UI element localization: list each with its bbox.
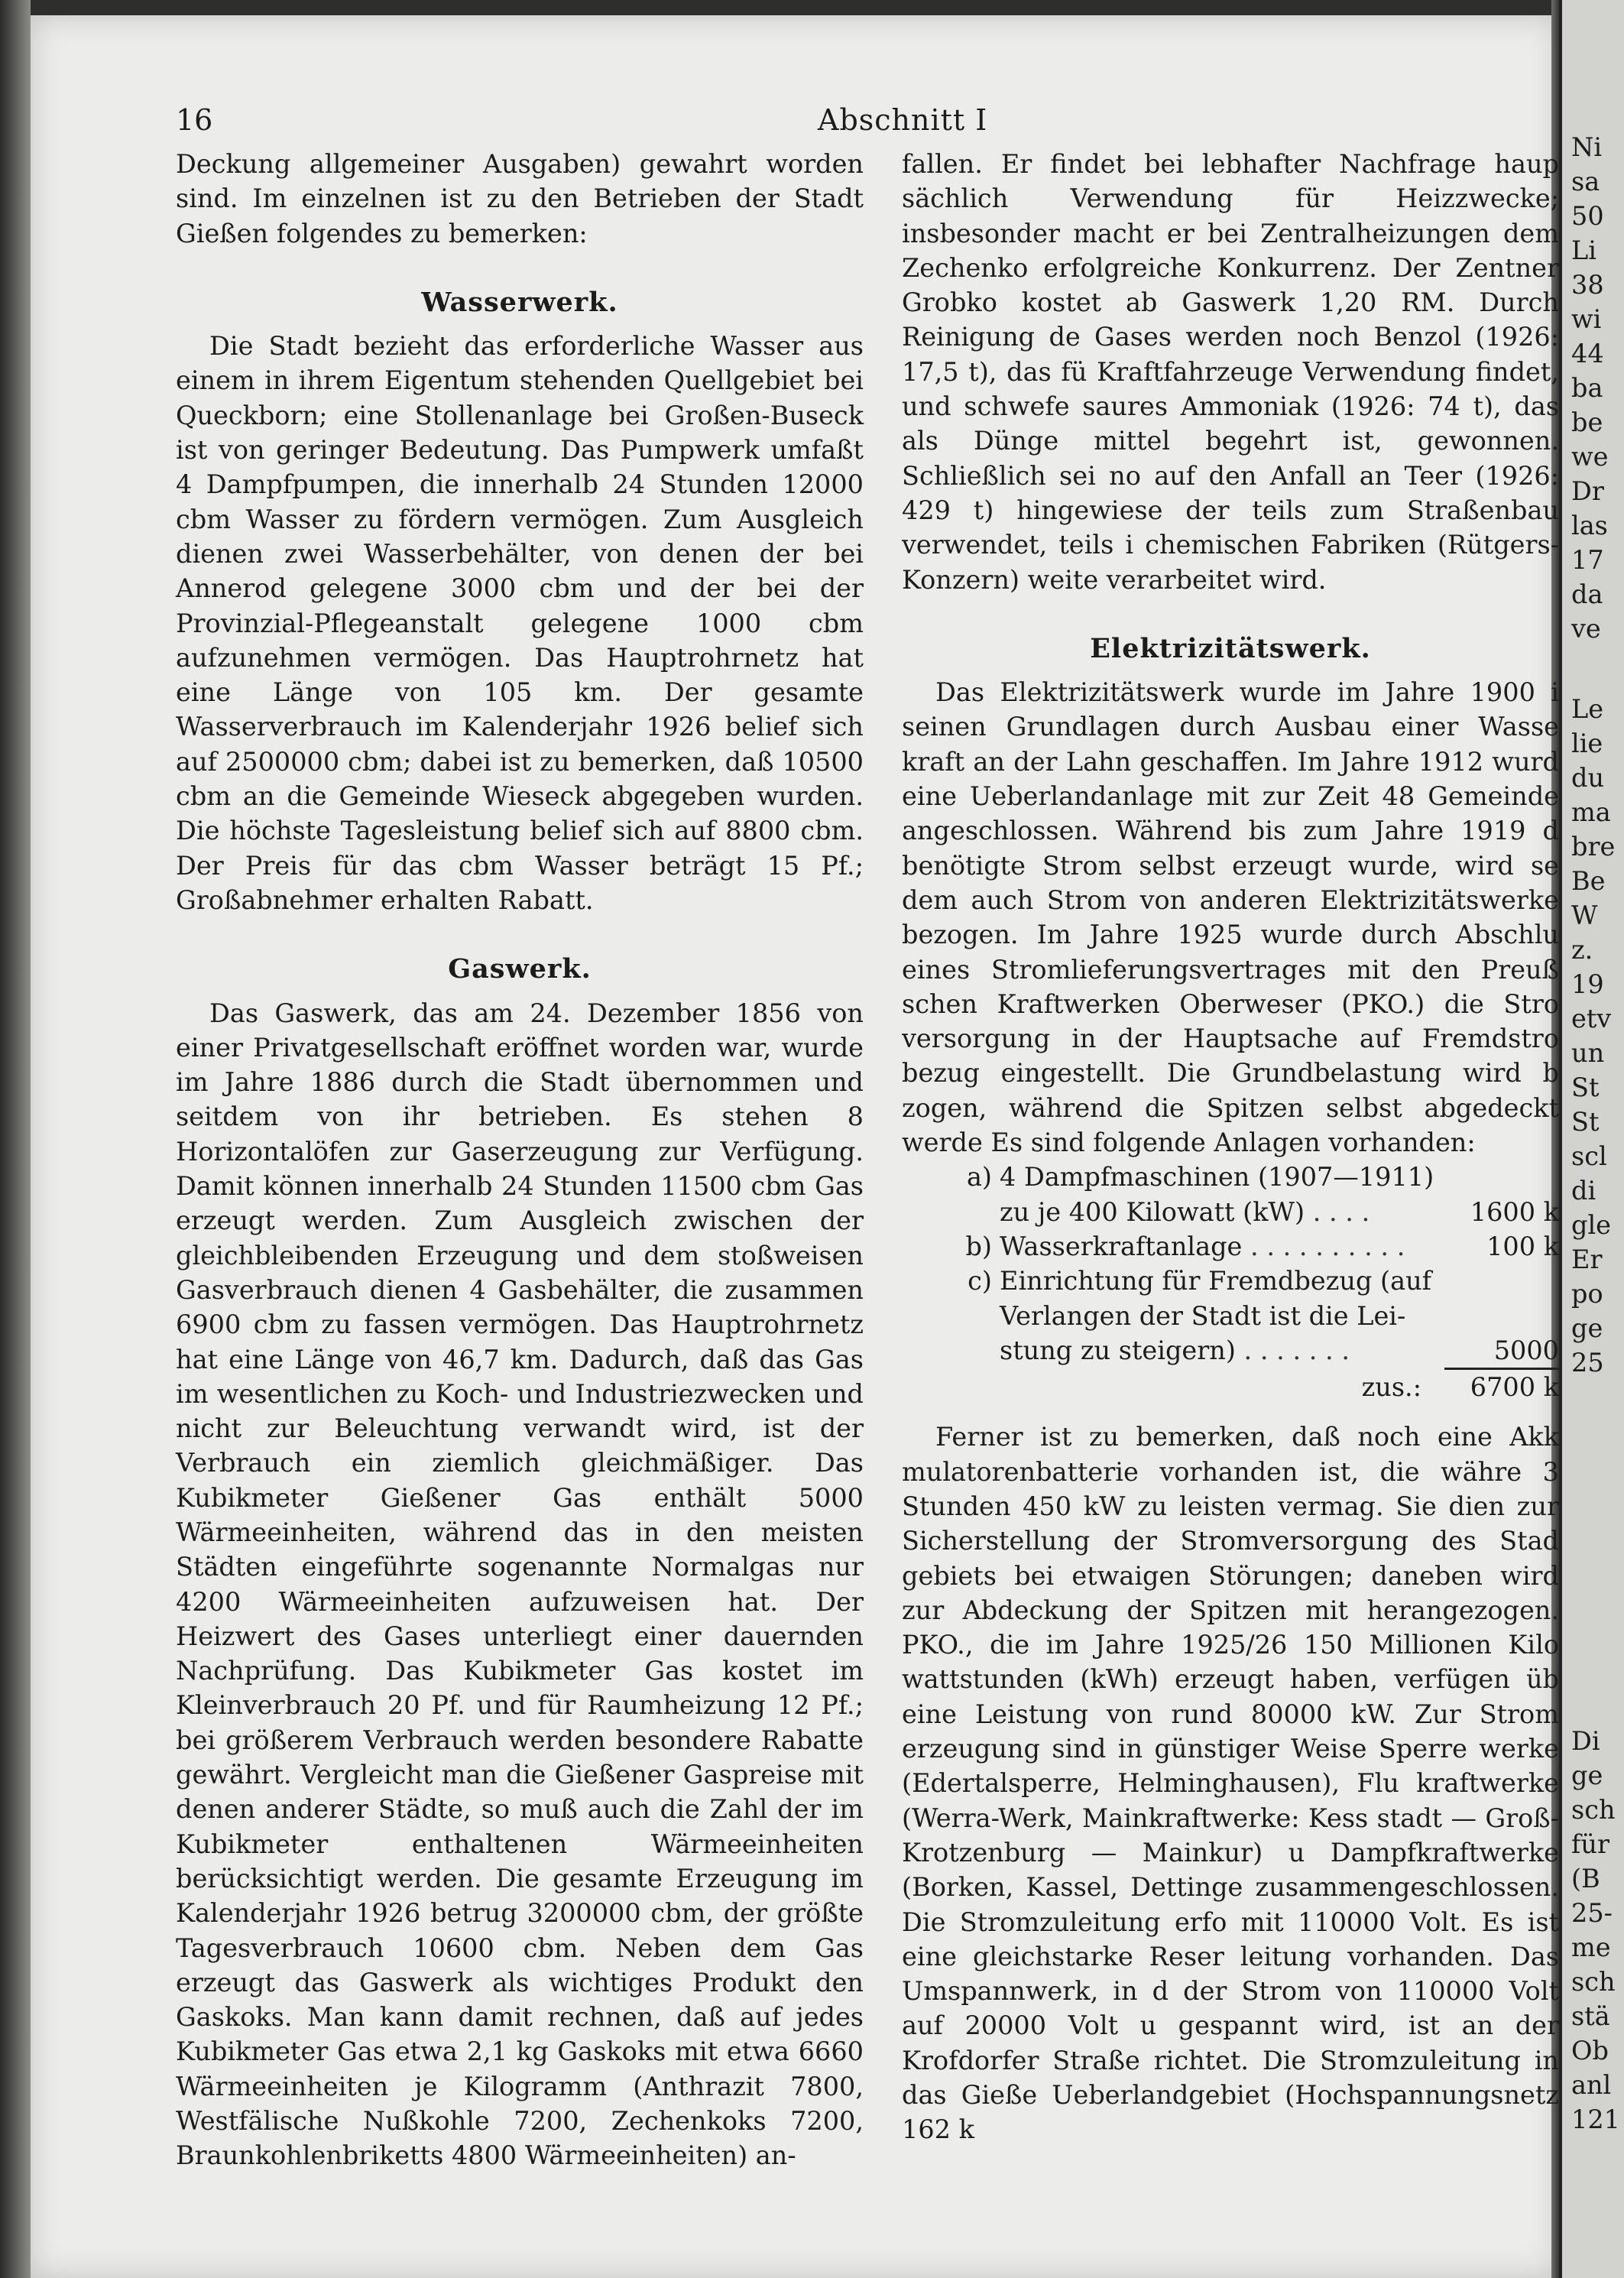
next-page-fragment: sa <box>1571 167 1600 196</box>
next-page-fragment: St <box>1571 1107 1600 1137</box>
facility-c: c) Einrichtung für Fremdbezug (auf <box>968 1266 1432 1296</box>
next-page-fragment: 50 <box>1571 201 1604 231</box>
running-title: Abschnitt I <box>818 103 988 137</box>
adjacent-page-edge <box>1559 0 1624 2278</box>
next-page-fragment: bre <box>1571 832 1616 862</box>
next-page-fragment: Er <box>1571 1244 1603 1274</box>
next-page-fragment: 44 <box>1571 339 1604 368</box>
next-page-fragment: etv <box>1571 1004 1612 1034</box>
page-number: 16 <box>176 103 213 137</box>
next-page-fragment: Ni <box>1571 132 1603 162</box>
next-page-fragment: ba <box>1571 373 1603 403</box>
next-page-fragment: ge <box>1571 1313 1603 1343</box>
section-title-water: Wasserwerk. <box>421 286 618 318</box>
next-page-fragment: di <box>1571 1176 1596 1206</box>
scan-top-edge <box>0 0 1624 17</box>
next-page-fragment: Dr <box>1571 476 1604 506</box>
next-page-fragment: Li <box>1571 235 1596 265</box>
total-value: 6700 k <box>1470 1372 1559 1403</box>
left-column <box>176 147 864 2173</box>
next-page-fragment: St <box>1571 1072 1600 1102</box>
facility-a-value: 1600 k <box>1470 1196 1559 1227</box>
next-page-fragment: 121 <box>1571 2104 1620 2134</box>
electricity-paragraph-2: Ferner ist zu bemerken, daß noch eine Akk mulatorenbatterie vorhanden ist, die währe 3 Stunden 450 kW zu leisten vermag. Sie dien zur Sicherstellung der Stromversorgung des Stad gebiets bei etwaigen Störungen; daneben wird zur Abdeckung der Spitzen mit herangezogen. PKO., die im Jahre 1925/26 150 Millionen Kilo wattstunden (kWh) erzeugt haben, verfügen üb eine Leistung von rund 80000 kW. Zur Strom erzeugung sind in günstiger Weise Sperre werke (Edertalsperre, Helminghausen), Flu kraftwerke (Werra-Werk, Mainkraftwerke: Kess stadt — Groß-Krotzenburg — Mainkur) u Dampfkraftwerke (Borken, Kassel, Dettinge zusammengeschlossen. Die Stromzuleitung erfo mit 110000 Volt. Es ist eine gleichstarke Reser leitung vorhanden. Das Umspannwerk, in d der Strom von 110000 Volt auf 20000 Volt u gespannt wird, ist an der Krofdorfer Straße richtet. Die Stromzuleitung in das Gieße Ueberlandgebiet (Hochspannungsnetz 162 k <box>902 1422 1559 2145</box>
next-page-fragment: z. <box>1571 935 1593 965</box>
facility-b-value: 100 k <box>1486 1231 1559 1261</box>
next-page-fragment: 17 <box>1571 545 1604 575</box>
facility-list: a) 4 Dampfmaschinen (1907—1911) zu je 400 Kilowatt (kW) . . . . 1600 k b) Wasserkraftanlage . . . . . . . . . . 100 k c) Einrichtung für Fremdbezug (auf Verlangen der Stadt ist die Lei- stung zu steigern) . . . . . . . 5000 zus.: 6700 k <box>902 1160 1559 1404</box>
intro-paragraph: Deckung allgemeiner Ausgaben) gewahrt worden sind. Im einzelnen ist zu den Betrieben der Stadt Gießen folgendes zu bemerken: <box>176 149 864 248</box>
next-page-fragment: da <box>1571 579 1603 609</box>
next-page-fragment: ge <box>1571 1760 1603 1790</box>
electricity-paragraph: Das Elektrizitätswerk wurde im Jahre 1900 i seinen Grundlagen durch Ausbau einer Wasse kraft an der Lahn geschaffen. Im Jahre 1912 wurd eine Ueberlandanlage mit zur Zeit 48 Gemeinde angeschlossen. Während bis zum Jahre 1919 d benötigte Strom selbst erzeugt wurde, wird se dem auch Strom von anderen Elektrizitätswerke bezogen. Im Jahre 1925 wurde durch Abschlu eines Stromlieferungsvertrages mit den Preuß schen Kraftwerken Oberweser (PKO.) die Stro versorgung in der Hauptsache auf Fremdstro bezug eingestellt. Die Grundbelastung wird b zogen, während die Spitzen selbst abgedeckt werde Es sind folgende Anlagen vorhanden: <box>902 677 1559 1158</box>
next-page-fragment: (B <box>1571 1864 1600 1893</box>
next-page-fragment: ve <box>1571 614 1601 644</box>
next-page-fragment: be <box>1571 407 1603 437</box>
right-column <box>902 147 1559 2257</box>
next-page-fragment: lie <box>1571 729 1603 758</box>
next-page-fragment: po <box>1571 1279 1603 1309</box>
next-page-fragment: ma <box>1571 797 1611 827</box>
section-title-electricity: Elektrizitätswerk. <box>1090 632 1371 664</box>
water-paragraph: Die Stadt bezieht das erforderliche Wasser aus einem in ihrem Eigentum stehenden Quellgebiet bei Queckborn; eine Stollenanlage bei Großen-Buseck ist von geringer Bedeutung. Das Pumpwerk umfaßt 4 Dampfpumpen, die innerhalb 24 Stunden 12000 cbm Wasser zu fördern vermögen. Zum Ausgleich dienen zwei Wasserbehälter, von denen der bei Annerod gelegene 3000 cbm und der bei der Provinzial-Pflegeanstalt gelegene 1000 cbm aufzunehmen vermögen. Das Hauptrohrnetz hat eine Länge von 105 km. Der gesamte Wasserverbrauch im Kalenderjahr 1926 belief sich auf 2500000 cbm; dabei ist zu bemerken, daß 10500 cbm an die Gemeinde Wieseck abgegeben wurden. Die höchste Tagesleistung belief sich auf 8800 cbm. Der Preis für das cbm Wasser beträgt 15 Pf.; Großabnehmer erhalten Rabatt. <box>176 331 864 915</box>
facility-total-row <box>902 1370 1559 1404</box>
next-page-fragment: Le <box>1571 694 1604 724</box>
gas-paragraph: Das Gaswerk, das am 24. Dezember 1856 von einer Privatgesellschaft eröffnet worden war, wurde im Jahre 1886 durch die Stadt übernommen und seitdem von ihr betrieben. Es stehen 8 Horizontalöfen zur Gaserzeugung zur Verfügung. Damit können innerhalb 24 Stunden 11500 cbm Gas erzeugt werden. Zum Ausgleich zwischen der gleichbleibenden Erzeugung und dem stoßweisen Gasverbrauch dienen 4 Gasbehälter, die zusammen 6900 cbm zu fassen vermögen. Das Hauptrohrnetz hat eine Länge von 46,7 km. Dadurch, daß das Gas im wesentlichen zu Koch- und Industriezwecken und nicht zur Beleuchtung verwandt wird, ist der Verbrauch ein ziemlich gleichmäßiger. Das Kubikmeter Gießener Gas enthält 5000 Wärmeeinheiten, während das in den meisten Städten eingeführte sogenannte Normalgas nur 4200 Wärmeeinheiten aufzuweisen hat. Der Heizwert des Gases unterliegt einer dauernden Nachprüfung. Das Kubikmeter Gas kostet im Kleinverbrauch 20 Pf. und für Raumheizung 12 Pf.; bei größerem Verbrauch werden besondere Rabatte gewährt. Vergleicht man die Gießener Gaspreise mit denen anderer Städte, so muß auch die Zahl der im Kubikmeter enthaltenen Wärmeeinheiten berücksichtigt werden. Die gesamte Erzeugung im Kalenderjahr 1926 betrug 3200000 cbm, der größte Tagesverbrauch 10600 cbm. Neben dem Gas erzeugt das Gaswerk als wichtiges Produkt den Gaskoks. Man kann damit rechnen, daß auf jedes Kubikmeter Gas etwa 2,1 kg Gaskoks mit etwa 6660 Wärmeeinheiten je Kilogramm (Anthrazit 7800, Westfälische Nußkohle 7200, Zechenkoks 7200, Braunkohlenbriketts 4800 Wärmeeinheiten) an- <box>176 998 864 2171</box>
next-page-fragment: anl <box>1571 2070 1612 2100</box>
book-spine-edge <box>0 0 31 2278</box>
next-page-fragment: we <box>1571 442 1609 472</box>
next-page-fragment: stä <box>1571 2001 1610 2031</box>
next-page-fragment: sch <box>1571 1967 1616 1997</box>
gas-continued-paragraph: fallen. Er findet bei lebhafter Nachfrage haup sächlich Verwendung für Heizzwecke; insbesonder macht er bei Zentralheizungen dem Zechenko erfolgreiche Konkurrenz. Der Zentner Grobko kostet ab Gaswerk 1,20 RM. Durch Reinigung de Gases werden noch Benzol (1926: 17,5 t), das fü Kraftfahrzeuge Verwendung findet, und schwefe saures Ammoniak (1926: 74 t), das als Dünge mittel begehrt ist, gewonnen. Schließlich sei no auf den Anfall an Teer (1926: 429 t) hingewiese der teils zum Straßenbau verwendet, teils i chemischen Fabriken (Rütgers-Konzern) weite verarbeitet wird. <box>902 149 1559 595</box>
next-page-fragment: 25- <box>1571 1898 1613 1928</box>
next-page-fragment: me <box>1571 1932 1611 1962</box>
next-page-fragment: gle <box>1571 1210 1611 1240</box>
next-page-fragment: wi <box>1571 304 1602 334</box>
next-page-fragment: las <box>1571 511 1608 540</box>
next-page-fragment: un <box>1571 1038 1605 1068</box>
next-page-fragment: Di <box>1571 1726 1600 1756</box>
next-page-fragment: Be <box>1571 866 1606 896</box>
next-page-fragment: Ob <box>1571 2036 1609 2065</box>
next-page-fragment: sch <box>1571 1795 1616 1825</box>
section-title-gas: Gaswerk. <box>448 953 592 985</box>
facility-c-value: 5000 <box>1444 1333 1559 1370</box>
next-page-fragment: 25 <box>1571 1348 1604 1378</box>
next-page-fragment: scl <box>1571 1141 1607 1171</box>
page-header <box>176 103 1551 140</box>
total-label: zus.: <box>1361 1372 1421 1403</box>
facility-b: b) Wasserkraftanlage . . . . . . . . . . 100 k <box>902 1229 1559 1264</box>
facility-c-value-row: stung zu steigern) . . . . . . . 5000 <box>902 1333 1559 1370</box>
next-page-fragment: 38 <box>1571 270 1604 300</box>
next-page-fragment: für <box>1571 1829 1609 1859</box>
next-page-fragment: du <box>1571 763 1605 793</box>
facility-a-value-row: zu je 400 Kilowatt (kW) . . . . 1600 k <box>902 1195 1559 1229</box>
next-page-fragment: W <box>1571 900 1598 930</box>
facility-a: a) 4 Dampfmaschinen (1907—1911) <box>966 1162 1434 1193</box>
next-page-fragment: 19 <box>1571 969 1604 999</box>
